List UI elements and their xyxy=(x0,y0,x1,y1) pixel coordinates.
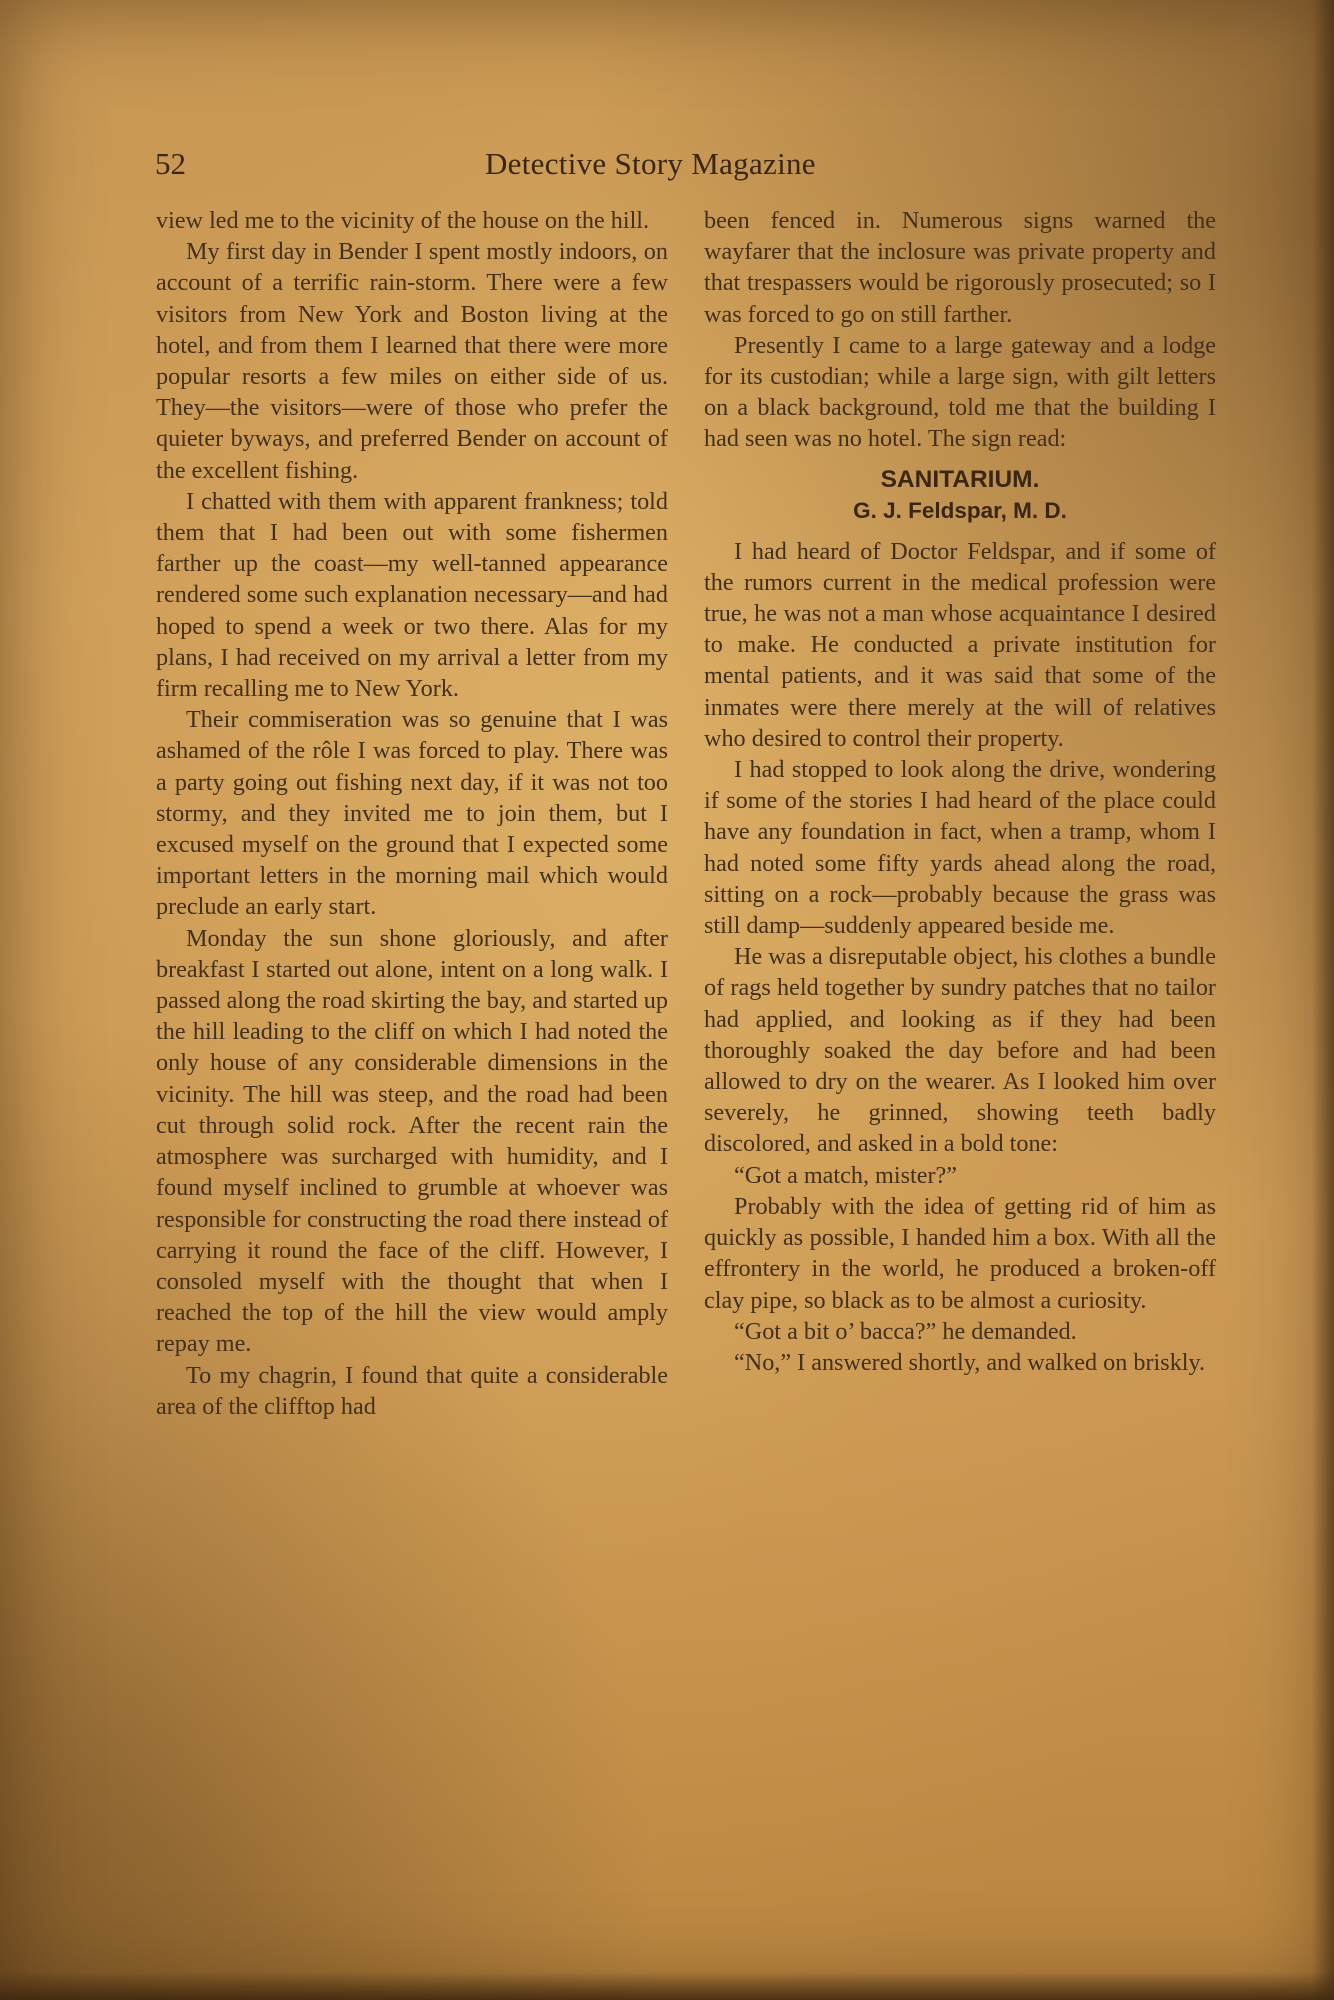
dialogue-line: “Got a match, mister?” xyxy=(734,1161,957,1189)
paragraph: I chatted with them with apparent frankness; told them that I had been out with some fishermen farther up the coast—my well-tanned appearance rendered some such explanation necessary—and had hoped to spend a week or two there. Alas for my plans, I had received on my arrival a letter from my firm recalling me to New York. xyxy=(156,487,668,703)
sign-title: SANITARIUM. xyxy=(880,465,1040,493)
paragraph: Probably with the idea of getting rid of him as quickly as possible, I handed him a box. With all the effrontery in the world, he produced a broken-off clay pipe, so black as to be almost a curiosity. xyxy=(704,1192,1216,1314)
paragraph: I had stopped to look along the drive, wondering if some of the stories I had heard of the place could have any foundation in fact, when a tramp, whom I had noted some fifty yards ahead along the road, sitting on a rock—probably because the grass was still damp—suddenly appeared beside me. xyxy=(704,756,1216,940)
paragraph: been fenced in. Numerous signs warned the wayfarer that the inclosure was private property and that trespassers would be rigorously prosecuted; so I was forced to go on still farther. xyxy=(704,207,1216,328)
paragraph: My first day in Bender I spent mostly indoors, on account of a terrific rain-storm. There were a few visitors from New York and Boston living at the hotel, and from them I learned that there were more popular resorts a few miles on either side of us. They—the visitors—were of those who prefer the quieter byways, and preferred Bender on account of the excellent fishing. xyxy=(156,238,668,484)
left-column xyxy=(156,205,668,1422)
paragraph: He was a disreputable object, his clothes a bundle of rags held together by sundry patches that no tailor had applied, and looking as if they had been thoroughly soaked the day before and had been allowed to dry on the wearer. As I looked him over severely, he grinned, showing teeth badly discolored, and asked in a bold tone: xyxy=(704,943,1216,1158)
paragraph: Their commiseration was so genuine that I was ashamed of the rôle I was forced to play. There was a party going out fishing next day, if it was not too stormy, and they invited me to join them, but I excused myself on the ground that I expected some important letters in the morning mail which would preclude an early start. xyxy=(156,706,668,921)
dialogue-line: “Got a bit o’ bacca?” he demanded. xyxy=(734,1317,1077,1345)
page-edge-shadow-bottom xyxy=(0,1972,1334,2000)
paragraph: I had heard of Doctor Feldspar, and if some of the rumors current in the medical profession were true, he was not a man whose acquaintance I desired to make. He conducted a private institution for mental patients, and it was said that some of the inmates were there merely at the will of relatives who desired to control their property. xyxy=(704,537,1216,752)
paragraph: To my chagrin, I found that quite a considerable area of the clifftop had xyxy=(156,1361,668,1420)
dialogue-line: “No,” I answered shortly, and walked on briskly. xyxy=(734,1348,1206,1376)
paragraph: Presently I came to a large gateway and a lodge for its custodian; while a large sign, with gilt letters on a black background, told me that the building I had seen was no hotel. The sign read: xyxy=(704,331,1216,453)
page-edge-shadow-right xyxy=(1312,0,1334,2000)
right-column xyxy=(704,205,1216,1378)
paragraph: Monday the sun shone gloriously, and after breakfast I started out alone, intent on a long walk. I passed along the road skirting the bay, and started up the hill leading to the cliff on which I had noted the only house of any considerable dimensions in the vicinity. The hill was steep, and the road had been cut through solid rock. After the recent rain the atmosphere was surcharged with humidity, and I found myself inclined to grumble at whoever was responsible for constructing the road there instead of carrying it round the face of the cliff. However, I consoled myself with the thought that when I reached the top of the hill the view would amply repay me. xyxy=(156,924,668,1358)
page-header xyxy=(155,146,1225,190)
sign-name: G. J. Feldspar, M. D. xyxy=(853,497,1067,523)
running-title: Detective Story Magazine xyxy=(485,146,816,181)
page-number: 52 xyxy=(155,146,186,181)
paragraph: view led me to the vicinity of the house on the hill. xyxy=(156,207,650,234)
